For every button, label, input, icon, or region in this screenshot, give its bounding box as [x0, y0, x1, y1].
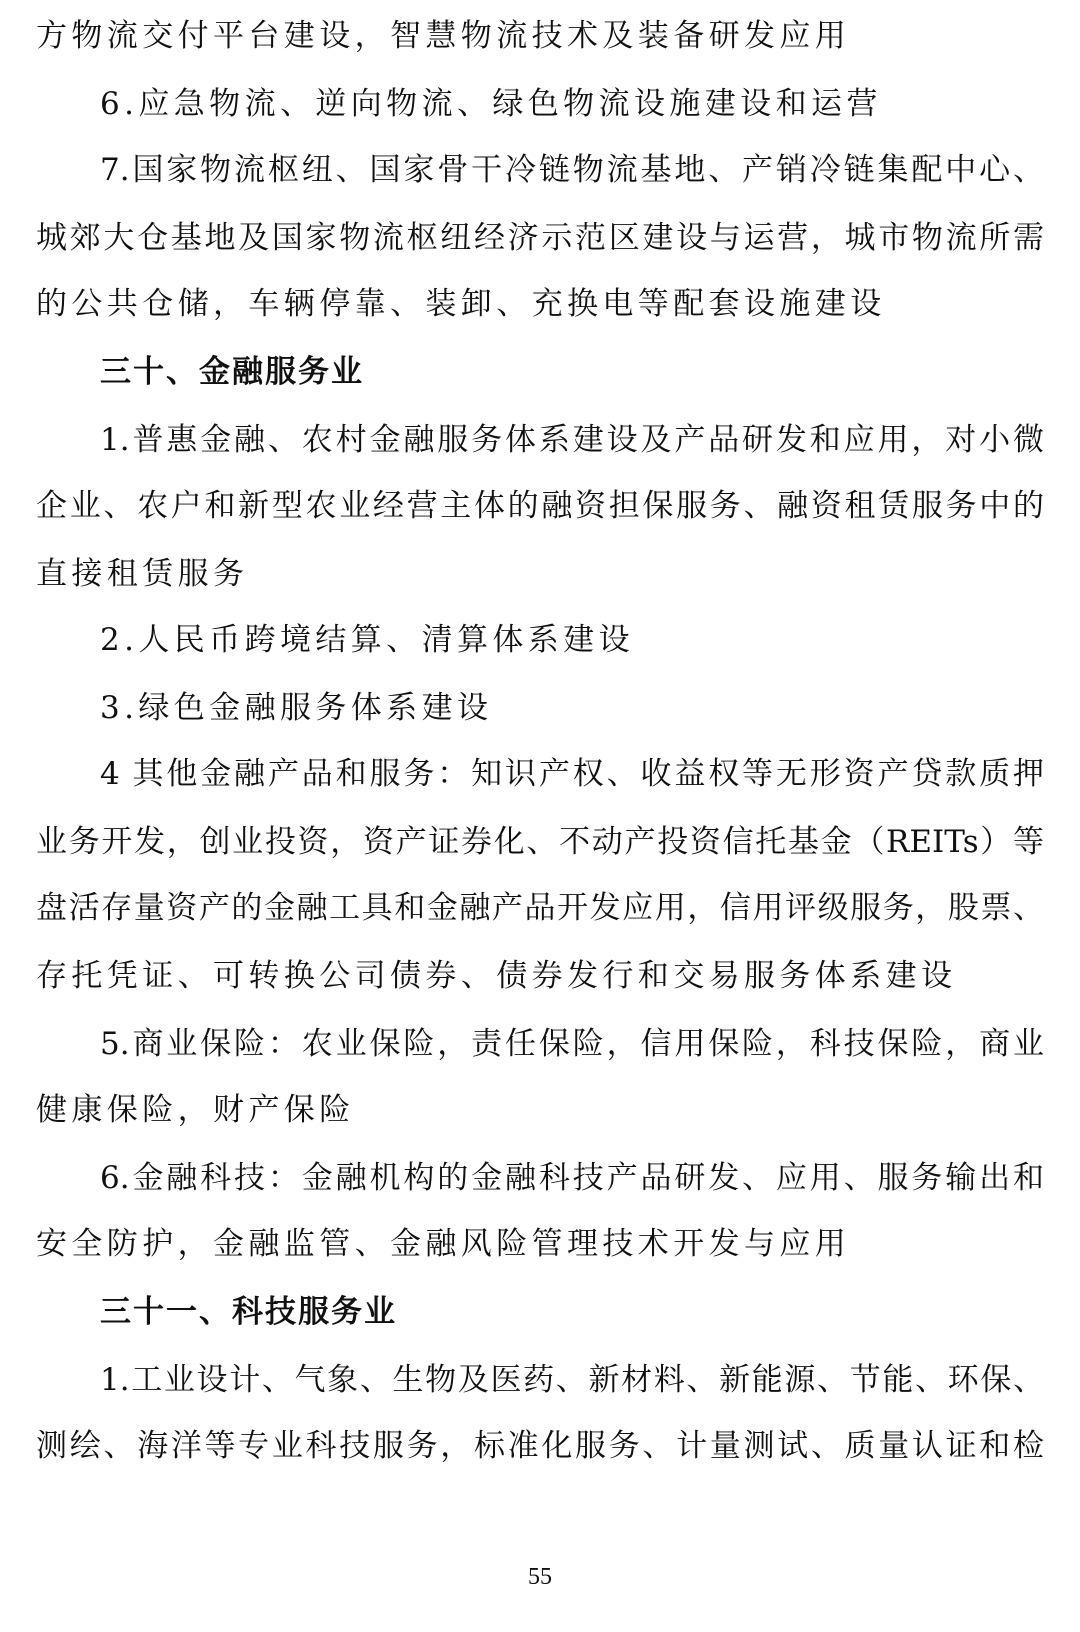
text-line-14: 盘活存量资产的金融工具和金融产品开发应用，信用评级服务，股票、	[36, 890, 1044, 926]
section-heading-tech-services: 三十一、科技服务业	[100, 1294, 397, 1330]
list-item-finance-3: 3.绿色金融服务体系建设	[100, 690, 493, 726]
list-item-finance-6: 6.金融科技：金融机构的金融科技产品研发、应用、服务输出和	[100, 1160, 1044, 1196]
text-line-19: 安全防护，金融监管、金融风险管理技术开发与应用	[36, 1226, 851, 1262]
list-item-logistics-6: 6.应急物流、逆向物流、绿色物流设施建设和运营	[100, 86, 882, 122]
text-line-9: 直接租赁服务	[36, 556, 249, 592]
list-item-logistics-7: 7.国家物流枢纽、国家骨干冷链物流基地、产销冷链集配中心、	[100, 152, 1044, 188]
text-line-1: 方物流交付平台建设，智慧物流技术及装备研发应用	[36, 18, 851, 54]
text-line-8: 企业、农户和新型农业经营主体的融资担保服务、融资租赁服务中的	[36, 488, 1044, 524]
page-number: 55	[528, 1564, 552, 1590]
text-line-5: 的公共仓储，车辆停靠、装卸、充换电等配套设施建设	[36, 286, 886, 322]
list-item-finance-4: 4 其他金融产品和服务：知识产权、收益权等无形资产贷款质押	[100, 756, 1044, 792]
section-heading-finance: 三十、金融服务业	[100, 354, 364, 390]
text-line-17: 健康保险，财产保险	[36, 1092, 355, 1128]
text-line-22: 测绘、海洋等专业科技服务，标准化服务、计量测试、质量认证和检	[36, 1428, 1044, 1464]
text-line-15: 存托凭证、可转换公司债券、债券发行和交易服务体系建设	[36, 958, 957, 994]
list-item-finance-5: 5.商业保险：农业保险，责任保险，信用保险，科技保险，商业	[100, 1026, 1044, 1062]
text-line-4: 城郊大仓基地及国家物流枢纽经济示范区建设与运营，城市物流所需	[36, 220, 1044, 256]
list-item-finance-2: 2.人民币跨境结算、清算体系建设	[100, 622, 634, 658]
text-line-13: 业务开发，创业投资，资产证券化、不动产投资信托基金（REITs）等	[36, 824, 1044, 860]
list-item-tech-1: 1.工业设计、气象、生物及医药、新材料、新能源、节能、环保、	[100, 1362, 1044, 1398]
list-item-finance-1: 1.普惠金融、农村金融服务体系建设及产品研发和应用，对小微	[100, 422, 1044, 458]
